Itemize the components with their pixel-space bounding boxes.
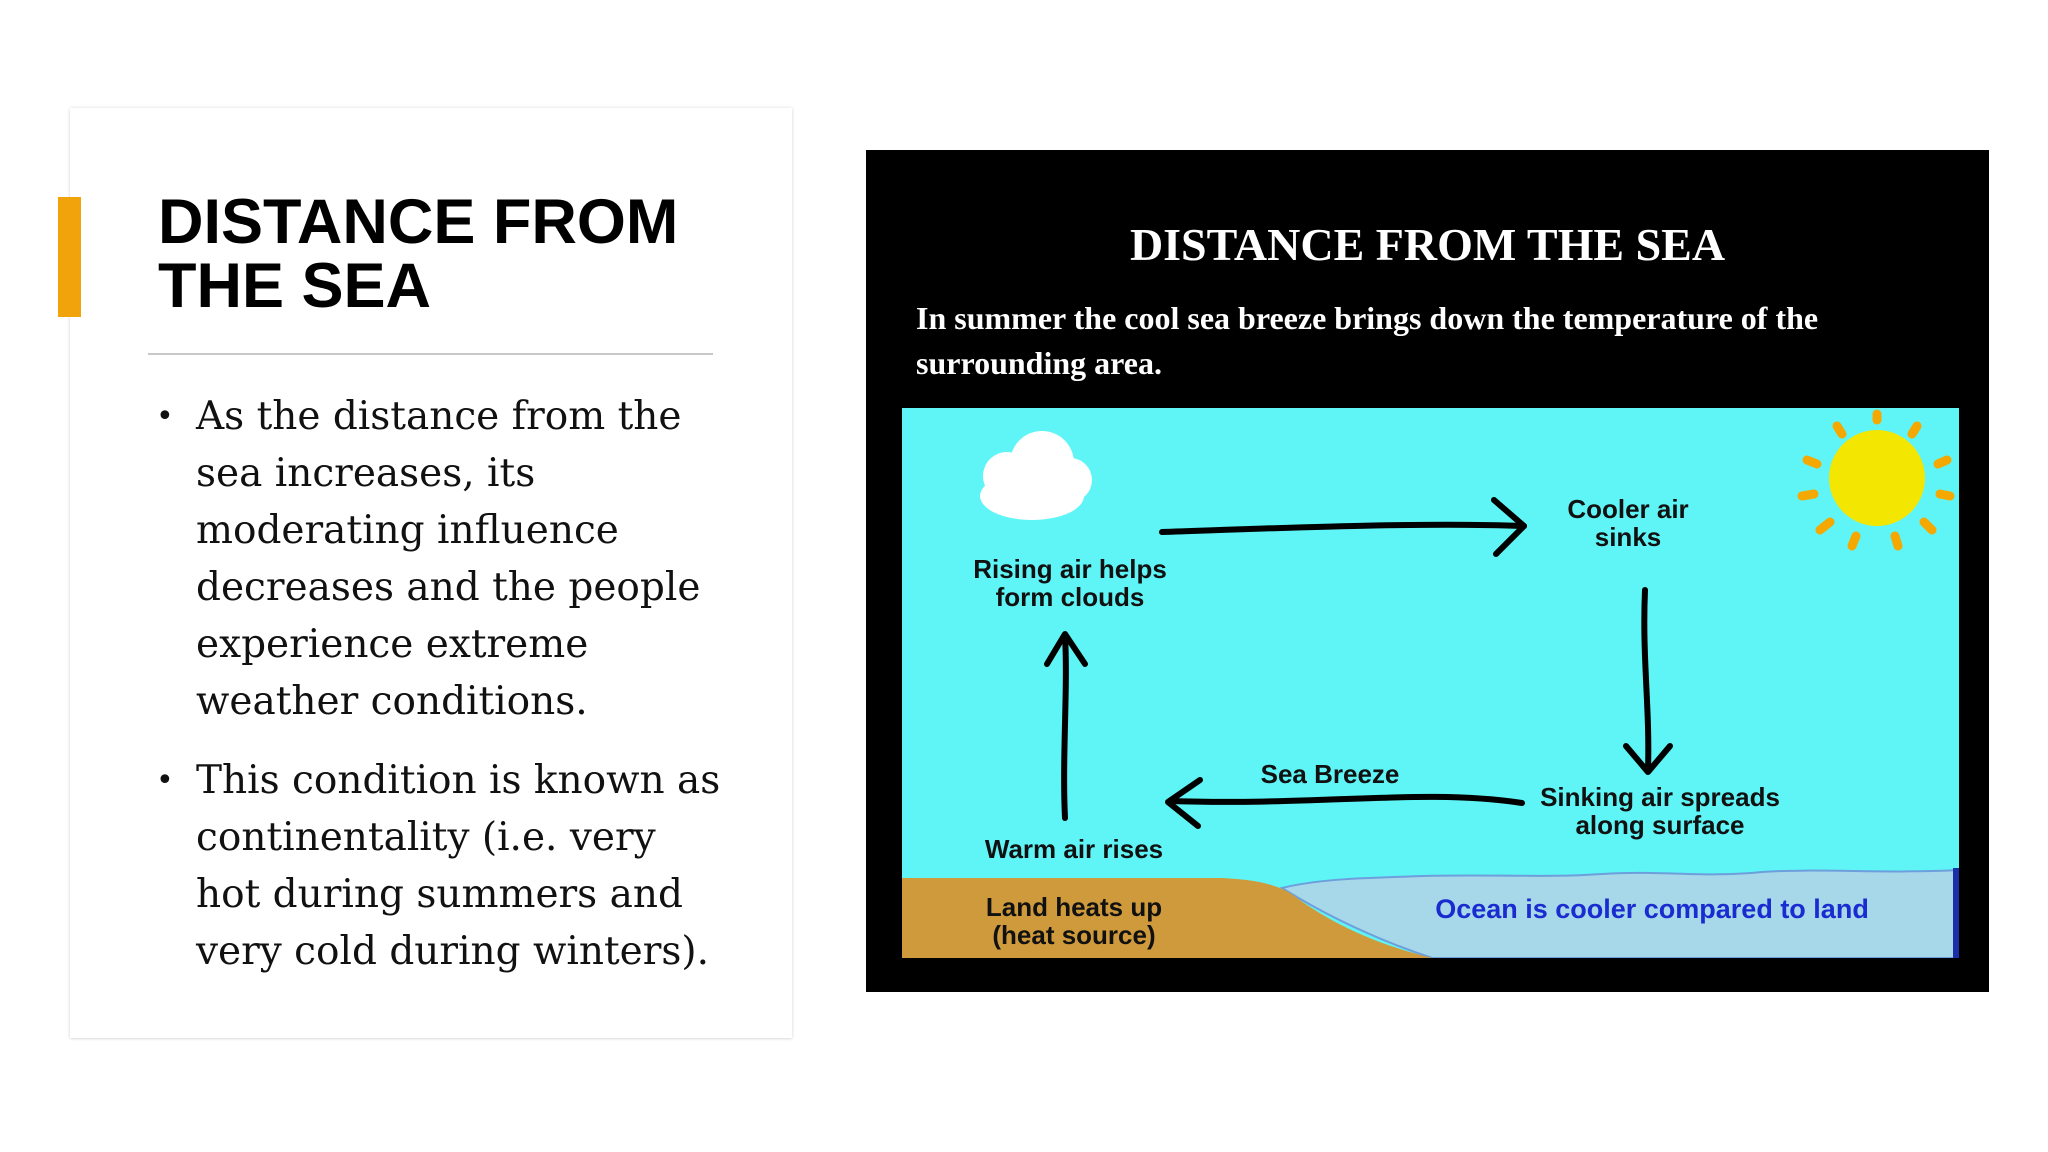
title-divider [148, 353, 713, 355]
bullet-list [150, 388, 730, 1002]
page-title [158, 187, 758, 321]
bullet-item [150, 388, 730, 730]
sea-breeze-diagram [902, 408, 1959, 958]
title-line-1: DISTANCE FROM [158, 187, 679, 257]
title-line-2: THE SEA [158, 251, 432, 321]
rising-air-label: Rising air helps [973, 554, 1167, 584]
cooler-air-label: Cooler air [1567, 494, 1689, 524]
land-label: Land heats up [985, 892, 1163, 922]
bullet-text: As the distance from the sea increases, its moderating influence decreases and the people experience extreme weather conditions. [196, 394, 701, 724]
sea-breeze-figure [866, 150, 1989, 992]
ocean-edge [1953, 868, 1959, 958]
diagram-svg [902, 408, 1959, 958]
sea-breeze-label: Sea Breeze [1260, 759, 1400, 789]
figure-title: DISTANCE FROM THE SEA [1129, 219, 1726, 270]
rising-air-label-2: form clouds [995, 582, 1145, 612]
sinking-air-label: Sinking air spreads [1540, 782, 1780, 812]
figure-subtitle: In summer the cool sea breeze brings down the temperature of the surrounding area. [916, 300, 1819, 381]
bullet-dot-icon: • [156, 399, 174, 434]
sinking-air-label-2: along surface [1575, 810, 1745, 840]
ocean-label: Ocean is cooler compared to land [1435, 894, 1869, 924]
title-accent-bar [58, 197, 81, 317]
bullet-item [150, 752, 730, 980]
bullet-text: This condition is known as continentality (i.e. very hot during summers and very cold during winters). [196, 758, 721, 974]
land-label-2: (heat source) [992, 920, 1156, 950]
cooler-air-label-2: sinks [1594, 522, 1662, 552]
warm-air-label: Warm air rises [984, 834, 1164, 864]
bullet-dot-icon: • [156, 763, 174, 798]
